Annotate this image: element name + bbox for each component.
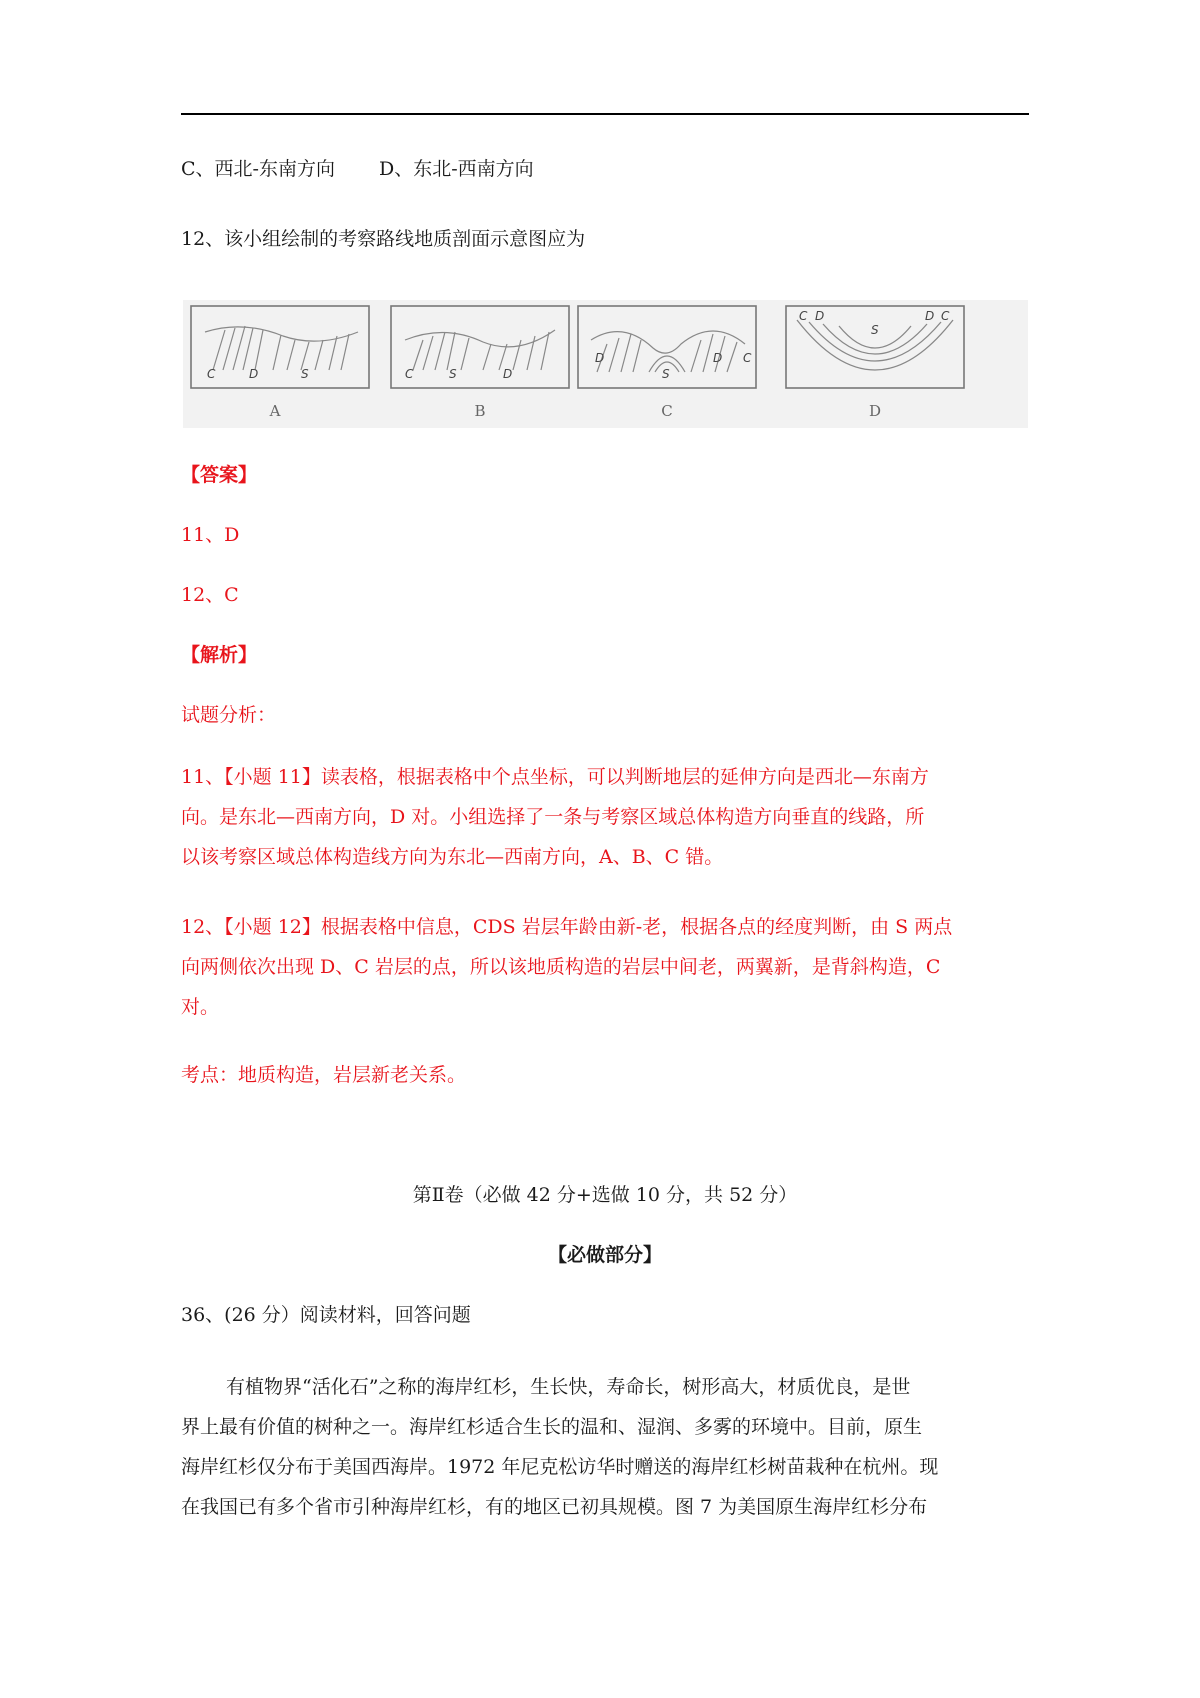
layer-label: C [743, 351, 752, 365]
q36-para-line-3: 海岸红杉仅分布于美国西海岸。1972 年尼克松访华时赠送的海岸红杉树苗栽种在杭州。现 [181, 1456, 939, 1478]
profile-options-svg [183, 300, 1028, 428]
layer-label: D [503, 367, 513, 381]
analysis-11-line-3: 以该考察区域总体构造线方向为东北—西南方向，A、B、C 错。 [181, 846, 724, 868]
panel-b-drawing [405, 330, 555, 370]
layer-label: C [207, 367, 216, 381]
answer-12: 12、C [181, 584, 239, 606]
layer-label: D [713, 351, 723, 365]
layer-label: C [799, 309, 808, 323]
section-2-subtitle: 【必做部分】 [547, 1244, 662, 1266]
option-c: C、西北-东南方向 [181, 158, 335, 180]
layer-label: S [662, 367, 670, 381]
layer-label: C [941, 309, 950, 323]
analysis-intro: 试题分析： [181, 704, 277, 726]
analysis-11-line-2: 向。是东北—西南方向，D 对。小组选择了一条与考察区域总体构造方向垂直的线路，所 [181, 806, 925, 828]
panel-d-frame [786, 306, 964, 388]
options-line [181, 157, 1031, 181]
layer-label: D [815, 309, 825, 323]
section-2-title: 第Ⅱ卷（必做 42 分+选做 10 分，共 52 分） [412, 1184, 798, 1206]
analysis-12-line-3: 对。 [181, 996, 220, 1018]
layer-label: D [925, 309, 935, 323]
q36-para-line-4: 在我国已有多个省市引种海岸红杉，有的地区已初具规模。图 7 为美国原生海岸红杉分布 [181, 1496, 928, 1518]
layer-label: S [871, 323, 879, 337]
panel-a-frame [191, 306, 369, 388]
question-36-stem: 36、(26 分）阅读材料，回答问题 [181, 1304, 471, 1326]
answer-heading: 【答案】 [181, 464, 258, 486]
panel-label-b: B [474, 402, 486, 420]
analysis-11-line-1: 11、【小题 11】读表格，根据表格中个点坐标，可以判断地层的延伸方向是西北—东南方 [181, 766, 929, 788]
panel-label-a: A [269, 402, 281, 420]
panel-label-c: C [661, 402, 673, 420]
analysis-12-line-1: 12、【小题 12】根据表格中信息，CDS 岩层年龄由新-老，根据各点的经度判断，由 S 两点 [181, 916, 953, 938]
geologic-profile-figure [183, 300, 1028, 428]
option-d: D、东北-西南方向 [378, 158, 534, 180]
kaodian: 考点：地质构造，岩层新老关系。 [181, 1064, 467, 1086]
q36-para-line-1: 有植物界“活化石”之称的海岸红杉，生长快，寿命长，树形高大，材质优良，是世 [226, 1376, 911, 1398]
q36-para-line-2: 界上最有价值的树种之一。海岸红杉适合生长的温和、湿润、多雾的环境中。目前，原生 [181, 1416, 923, 1438]
layer-label: C [405, 367, 414, 381]
header-rule [181, 113, 1029, 115]
layer-label: D [249, 367, 259, 381]
analysis-heading: 【解析】 [181, 644, 258, 666]
panel-b-frame [391, 306, 569, 388]
layer-label: S [301, 367, 309, 381]
question-12: 12、该小组绘制的考察路线地质剖面示意图应为 [181, 228, 586, 250]
answer-11: 11、D [181, 524, 240, 546]
layer-label: D [595, 351, 605, 365]
panel-label-d: D [868, 402, 882, 420]
panel-a-drawing [205, 326, 358, 370]
layer-label: S [449, 367, 457, 381]
analysis-12-line-2: 向两侧依次出现 D、C 岩层的点，所以该地质构造的岩层中间老，两翼新，是背斜构造，C [181, 956, 941, 978]
